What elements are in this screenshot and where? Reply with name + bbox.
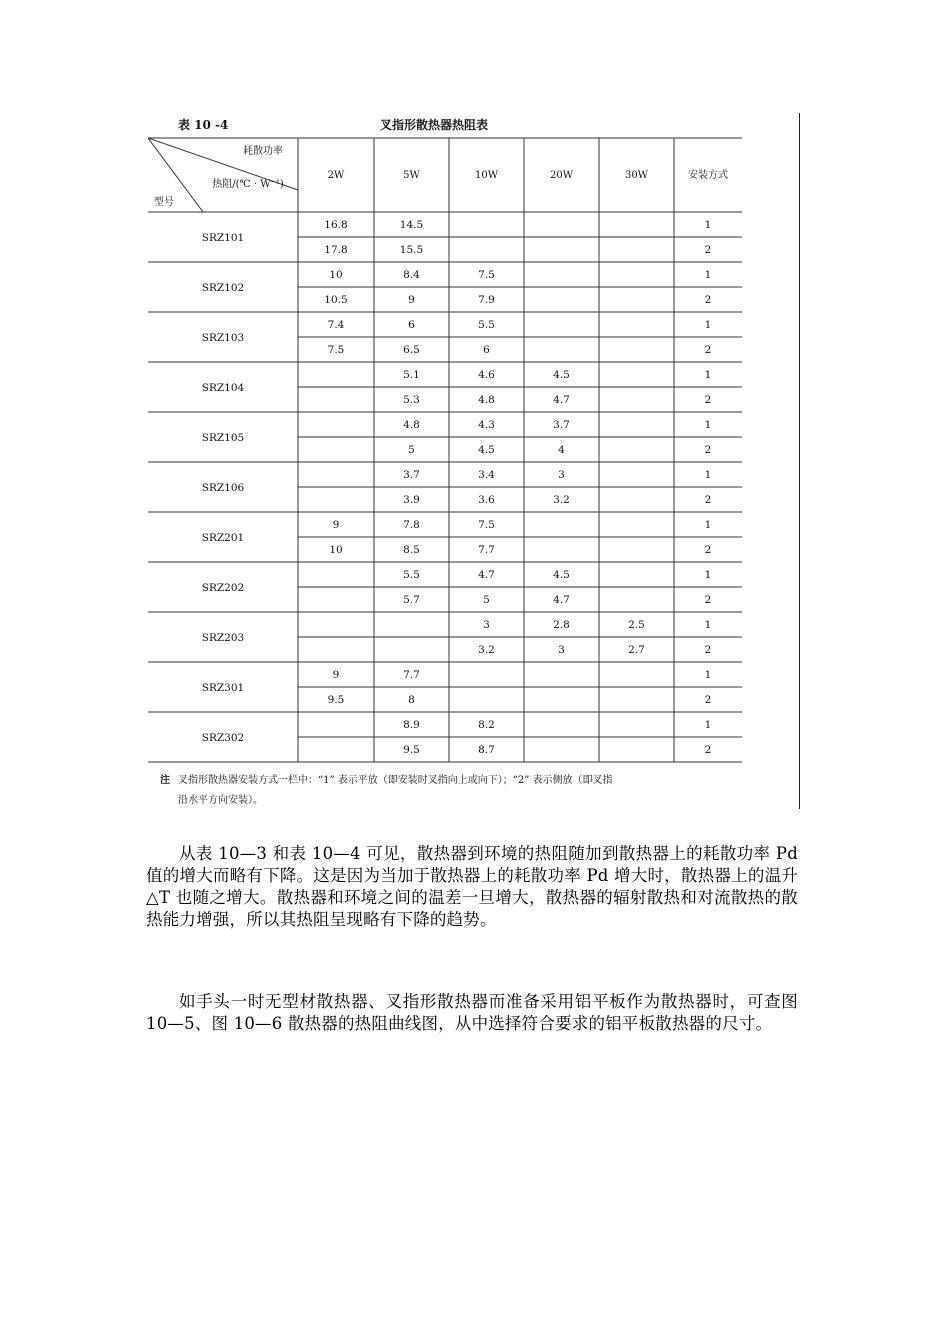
model-label: SRZ105 (201, 432, 245, 444)
table-cell: 3 (483, 619, 490, 631)
table-cell: 4.5 (553, 369, 570, 381)
table-cell: 4.8 (403, 419, 420, 431)
table-cell: 9 (332, 669, 340, 681)
thermal-resistance-table (148, 134, 744, 770)
table-cell: 4.5 (478, 444, 495, 456)
table-cell: 8.7 (478, 744, 495, 756)
table-cell: 4.5 (553, 569, 570, 581)
table-cell: 14.5 (399, 219, 424, 231)
header-power-label: 耗散功率 (243, 146, 283, 157)
table-cell: 6.5 (403, 344, 420, 356)
table-cell: 1 (704, 269, 712, 281)
table-cell: 7.5 (327, 344, 345, 356)
table-cell: 2 (704, 444, 712, 456)
body-paragraph-1: 从表 10—3 和表 10—4 可见，散热器到环境的热阻随加到散热器上的耗散功率 Pd 值的增大而略有下降。这是因为当加于散热器上的耗散功率 Pd 增大时，散热器上的温升△T 也随之增大。散热器和环境之间的温差一旦增大，散热器的辐射散热和对流散热的散热能力增强，所以其热阻呈现略有下降的趋势。 (146, 843, 798, 929)
table-cell: 17.8 (324, 244, 348, 256)
table-cell: 3 (558, 644, 565, 656)
model-label: SRZ301 (201, 682, 245, 694)
table-cell: 2 (704, 544, 712, 556)
model-label: SRZ106 (201, 482, 245, 494)
table-cell: 5.5 (478, 319, 495, 331)
model-label: SRZ102 (201, 282, 245, 294)
table-cell: 7.5 (478, 519, 495, 531)
table-cell: 1 (704, 519, 712, 531)
body-paragraph-2: 如手头一时无型材散热器、叉指形散热器而准备采用铝平板作为散热器时，可查图 10—5、图 10—6 散热器的热阻曲线图，从中选择符合要求的铝平板散热器的尺寸。 (146, 991, 798, 1033)
table-cell: 9 (408, 294, 415, 306)
table-cell: 3.2 (478, 644, 495, 656)
table-cell: 2 (704, 594, 712, 606)
margin-rule (799, 113, 800, 809)
table-cell: 1 (704, 669, 712, 681)
model-label: SRZ203 (201, 632, 245, 644)
model-label: SRZ101 (201, 232, 245, 244)
table-cell: 5 (483, 594, 490, 606)
column-header: 20W (549, 170, 574, 181)
model-label: SRZ302 (201, 732, 245, 744)
table-title: 叉指形散热器热阻表 (380, 118, 489, 132)
table-cell: 15.5 (399, 244, 424, 256)
column-header: 30W (624, 170, 649, 181)
table-cell: 7.5 (478, 269, 495, 281)
note-line-2: 沿水平方向安装）。 (178, 795, 263, 806)
table-cell: 4.7 (553, 594, 570, 606)
table-cell: 7.7 (478, 544, 495, 556)
table-cell: 2 (704, 744, 712, 756)
table-cell: 4.6 (478, 369, 495, 381)
note-line-1: 叉指形散热器安装方式一栏中：“1” 表示平放（即安装时叉指向上或向下）；“2” 表示侧放（即叉指 (178, 775, 613, 786)
model-label: SRZ103 (201, 332, 245, 344)
table-cell: 4.7 (553, 394, 570, 406)
table-cell: 1 (704, 719, 712, 731)
table-cell: 16.8 (324, 219, 348, 231)
table-cell: 3.9 (403, 494, 420, 506)
table-note (160, 771, 740, 811)
model-label: SRZ202 (201, 582, 245, 594)
table-number: 表 10 -4 (178, 118, 229, 132)
table-cell: 8.9 (403, 719, 420, 731)
table-cell: 4.8 (478, 394, 495, 406)
table-cell: 2 (704, 394, 712, 406)
table-cell: 2 (704, 644, 712, 656)
table-cell: 3.2 (553, 494, 570, 506)
column-header: 5W (403, 170, 420, 181)
table-cell: 3.7 (403, 469, 420, 481)
table-cell: 3 (558, 469, 565, 481)
table-cell: 3.7 (553, 419, 570, 431)
table-cell: 5.3 (403, 394, 420, 406)
table-cell: 1 (704, 369, 712, 381)
table-cell: 7.9 (478, 294, 495, 306)
table-cell: 7.4 (327, 319, 345, 331)
table-cell: 5.5 (403, 569, 420, 581)
table-cell: 2.7 (628, 644, 645, 656)
table-cell: 8.4 (403, 269, 420, 281)
table-cell: 4 (558, 444, 565, 456)
column-header: 10W (474, 170, 499, 181)
table-cell: 2 (704, 694, 712, 706)
table-cell: 6 (408, 319, 415, 331)
table-cell: 6 (483, 344, 490, 356)
table-cell: 7.8 (403, 519, 420, 531)
table-cell: 4.7 (478, 569, 495, 581)
model-label: SRZ201 (201, 532, 245, 544)
table-cell: 1 (704, 319, 712, 331)
table-cell: 8.5 (403, 544, 420, 556)
table-cell: 5.7 (403, 594, 420, 606)
table-cell: 2.5 (628, 619, 645, 631)
table-cell: 8.2 (478, 719, 495, 731)
table-cell: 9 (332, 519, 340, 531)
table-cell: 7.7 (403, 669, 420, 681)
table-cell: 2 (704, 294, 712, 306)
table-cell: 9.5 (403, 744, 420, 756)
header-resistance-label: 热阻/(℃ · W⁻¹) (212, 179, 284, 190)
table-cell: 5 (408, 444, 415, 456)
table-cell: 1 (704, 419, 712, 431)
table-cell: 2 (704, 344, 712, 356)
table-cell: 9.5 (327, 694, 345, 706)
table-cell: 3.6 (478, 494, 495, 506)
table-cell: 1 (704, 469, 712, 481)
table-cell: 2.8 (553, 619, 570, 631)
table-cell: 1 (704, 219, 712, 231)
table-cell: 3.4 (478, 469, 495, 481)
table-cell: 8 (408, 694, 415, 706)
table-cell: 1 (704, 619, 712, 631)
table-cell: 10 (329, 269, 343, 281)
model-label: SRZ104 (201, 382, 245, 394)
table-cell: 4.3 (478, 419, 495, 431)
note-label: 注 (160, 775, 170, 786)
table-cell: 5.1 (403, 369, 420, 381)
table-cell: 10 (329, 544, 343, 556)
table-cell: 2 (704, 244, 712, 256)
table-cell: 10.5 (324, 294, 348, 306)
table-cell: 2 (704, 494, 712, 506)
column-header: 2W (327, 170, 345, 181)
table-cell: 1 (704, 569, 712, 581)
table-scan (148, 110, 744, 810)
header-model-label: 型号 (154, 197, 174, 208)
column-header: 安装方式 (688, 170, 728, 181)
